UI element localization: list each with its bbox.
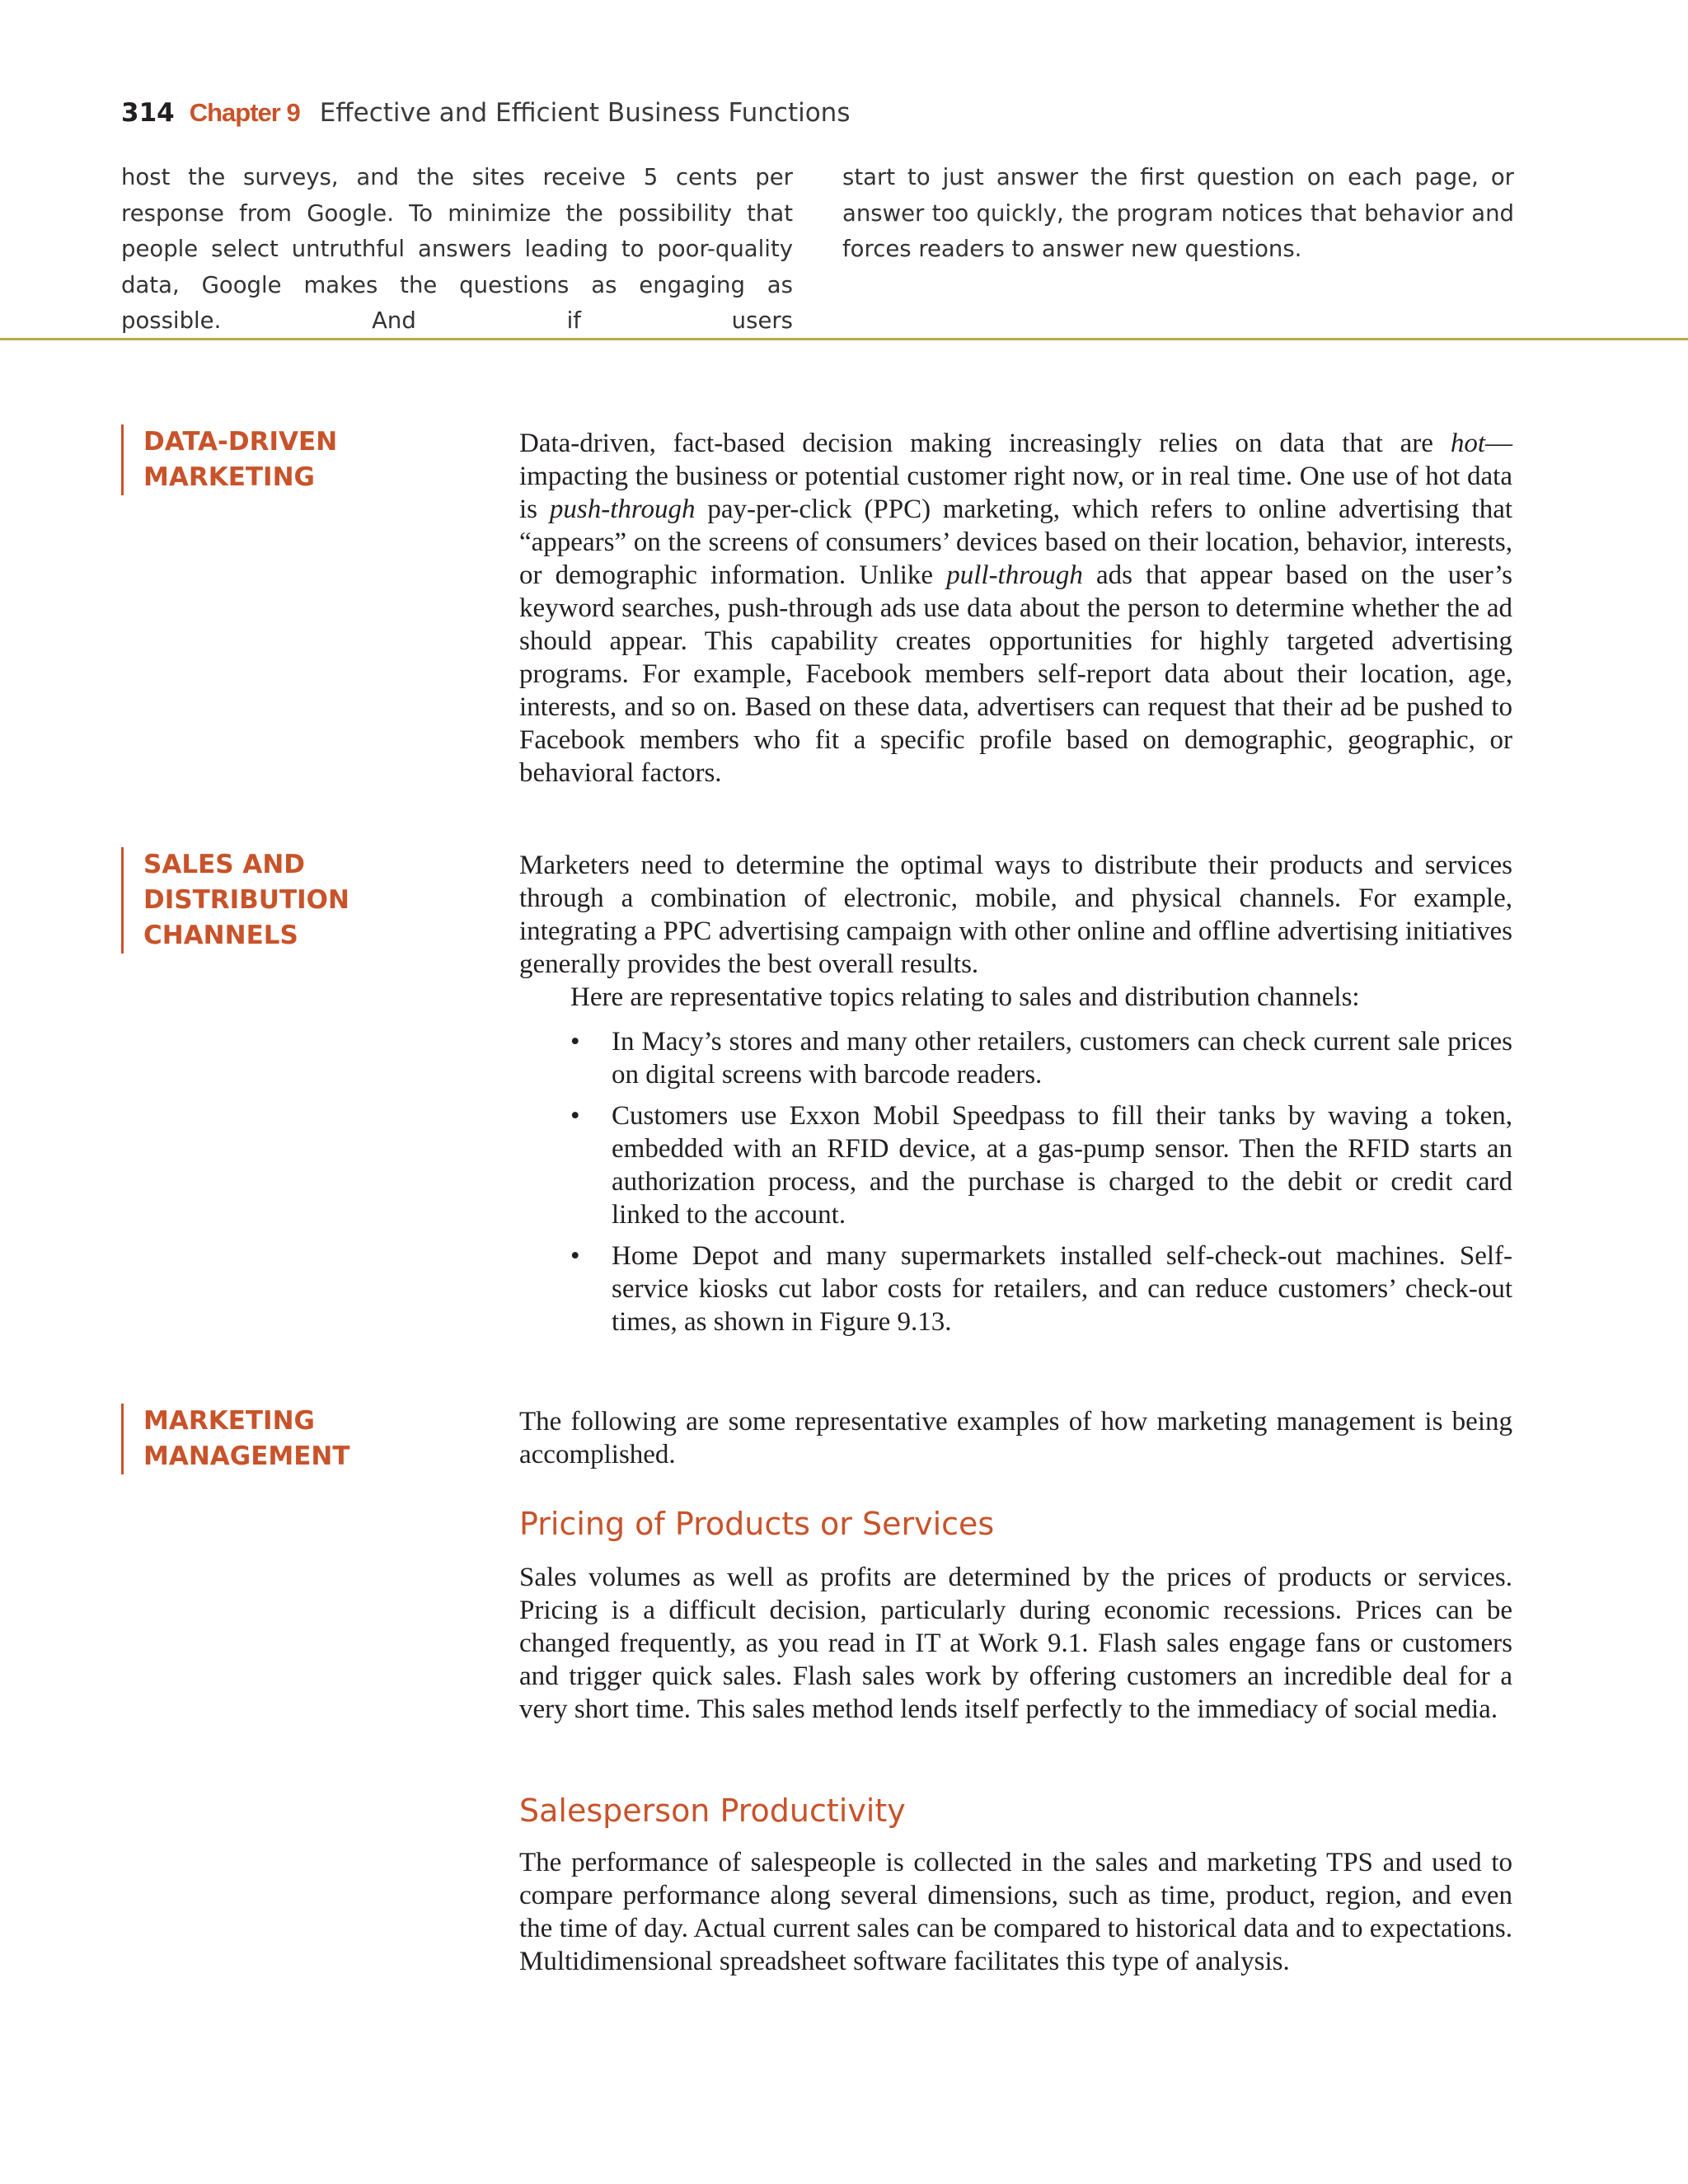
pricing-subheading: Pricing of Products or Services — [519, 1506, 995, 1542]
italic-term: pull-through — [946, 560, 1083, 590]
sales-distribution-body — [519, 849, 1512, 1347]
list-item — [519, 1099, 1512, 1231]
salesperson-productivity-subheading: Salesperson Productivity — [519, 1793, 906, 1829]
list-item — [519, 1240, 1512, 1338]
running-header — [121, 96, 850, 129]
list-item — [519, 1025, 1512, 1091]
italic-term: hot — [1450, 429, 1485, 458]
box-text-right-column: start to just answer the first question on each page, or answer too quickly, the program notices that behavior and forces readers to answer new questions. — [842, 164, 1514, 262]
bullet-icon: • — [570, 1027, 580, 1057]
side-heading-line: MARKETING — [143, 1406, 315, 1436]
paragraph: Marketers need to determine the optimal ways to distribute their products and services through a combination of electronic, mobile, and physical channels. For example, integrating a PPC advertising campaign with other online and offline advertising initiatives generally provides the best overall results. — [519, 851, 1512, 979]
chapter-title: Effective and Efficient Business Functions — [319, 98, 851, 128]
text-run: — impacting the business or potential customer right now, or in real time. One use of hot data is — [519, 429, 1512, 524]
paragraph: The following are some representative examples of how marketing management is being accomplished. — [519, 1407, 1512, 1469]
list-item-text: In Macy’s stores and many other retailers, customers can check current sale prices on digital screens with barcode readers. — [612, 1027, 1512, 1090]
list-item-text: Customers use Exxon Mobil Speedpass to fill their tanks by waving a token, embedded with an RFID device, at a gas-pump sensor. Then the RFID starts an authorization process, and the purchase is charged to the debit or credit card linked to the account. — [612, 1101, 1512, 1230]
section-divider-rule — [0, 338, 1688, 340]
side-heading-line: MANAGEMENT — [143, 1441, 350, 1471]
bullet-list — [519, 1025, 1512, 1338]
text-run: Data-driven, fact-based decision making increasingly relies on data that are — [519, 429, 1451, 458]
paragraph: Sales volumes as well as profits are determined by the prices of products or services. Pricing is a difficult decision, particularly during economic recessions. Prices can be changed frequently, as you read in IT at Work 9.1. Flash sales engage fans or customers and trigger quick sales. Flash sales work by offering customers an incredible deal for a very short time. This sales method lends itself perfectly to the immediacy of social media. — [519, 1563, 1512, 1724]
paragraph: Here are representative topics relating to sales and distribution channels: — [570, 982, 1360, 1012]
list-item-text: Home Depot and many supermarkets installed self-check-out machines. Self-service kiosks cut labor costs for retailers, and can reduce customers’ check-out times, as shown in Figure 9.13. — [612, 1241, 1512, 1337]
side-heading-data-driven-marketing — [121, 424, 415, 495]
text-run: pay-per-click (PPC) marketing, which refers to online advertising that “appears” on the screens of consumers’ devices based on their location, behavior, interests, or demographic information. Unlike — [519, 494, 1513, 590]
data-driven-marketing-body — [519, 427, 1512, 790]
side-heading-sales-distribution-channels — [121, 847, 415, 954]
side-heading-line: DISTRIBUTION — [143, 885, 349, 915]
bullet-icon: • — [570, 1241, 580, 1271]
side-heading-line: CHANNELS — [143, 921, 298, 950]
bullet-icon: • — [570, 1101, 580, 1131]
pricing-body — [519, 1561, 1512, 1726]
chapter-label: Chapter 9 — [189, 98, 300, 127]
box-text-left-column: host the surveys, and the sites receive 5 cents per response from Google. To minimize the possibility that people select untruthful answers leading to poor-quality data, Google makes the questions as engaging as possible. And if users — [121, 164, 793, 334]
side-heading-marketing-management — [121, 1404, 415, 1474]
side-heading-line: SALES AND — [143, 850, 306, 879]
italic-term: push-through — [549, 494, 696, 524]
text-run: ads that appear based on the user’s keyword searches, push-through ads use data about the person to determine whether the ad should appear. This capability creates opportunities for highly targeted advertising programs. For example, Facebook members self-report data about their location, age, interests, and so on. Based on these data, advertisers can request that their ad be pushed to Facebook members who fit a specific profile based on demographic, geographic, or behavioral factors. — [519, 560, 1512, 788]
marketing-management-intro — [519, 1405, 1512, 1471]
side-heading-line: DATA-DRIVEN — [143, 427, 338, 457]
side-heading-line: MARKETING — [143, 462, 315, 492]
page-number: 314 — [121, 98, 175, 128]
paragraph — [519, 427, 1512, 790]
paragraph: The performance of salespeople is collected in the sales and marketing TPS and used to compare performance along several dimensions, such as time, product, region, and even the time of day. Actual current sales can be compared to historical data and to expectations. Multidimensional spreadsheet software facilitates this type of analysis. — [519, 1848, 1512, 1976]
salesperson-productivity-body — [519, 1846, 1512, 1978]
